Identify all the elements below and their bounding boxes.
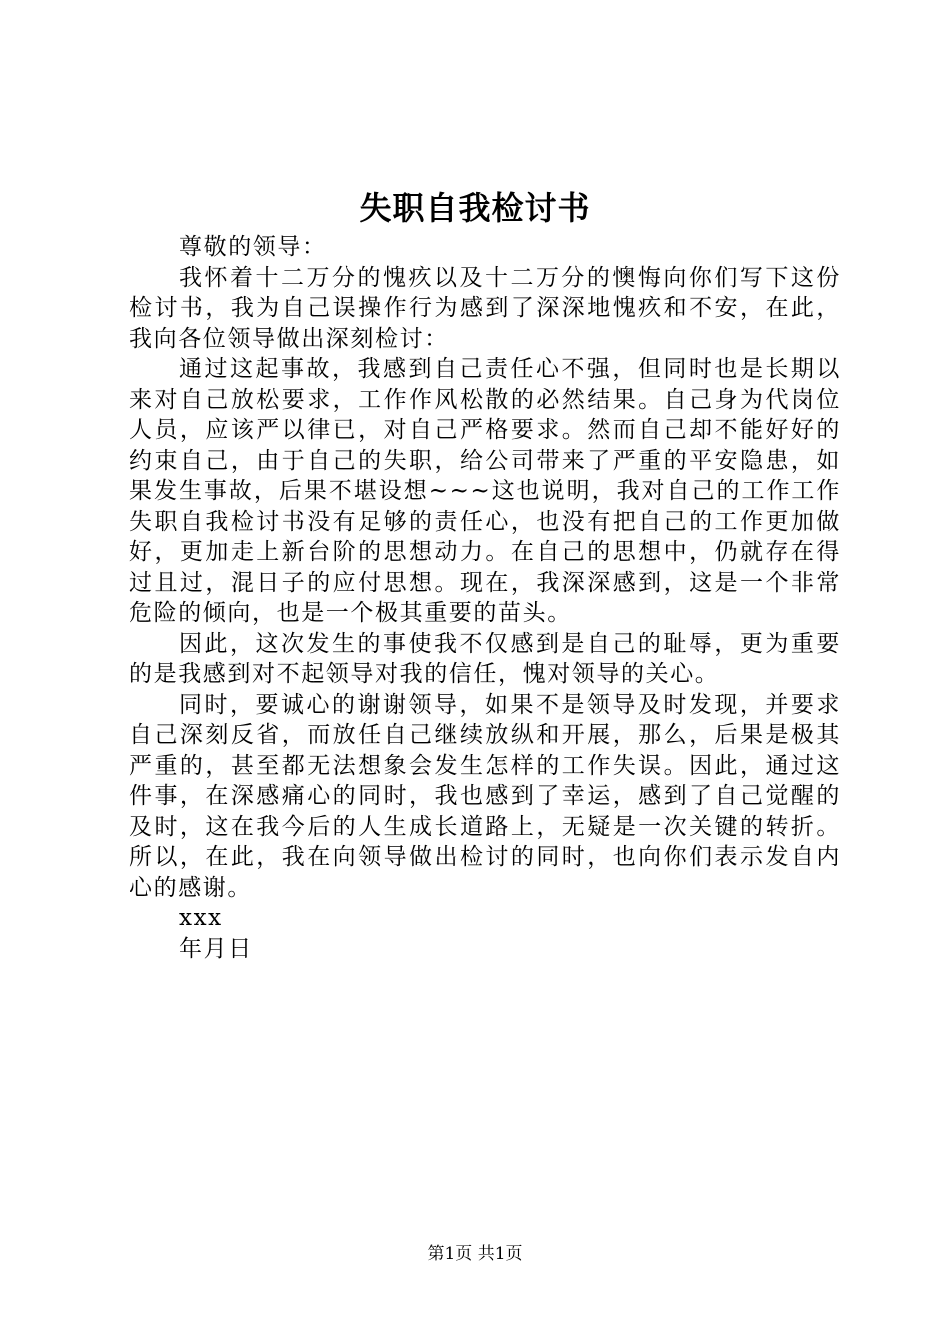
page-footer: 第1页 共1页 [427,1244,523,1264]
salutation: 尊敬的领导： [179,234,327,260]
document-title: 失职自我检讨书 [359,189,591,227]
signature: xxx [179,905,223,931]
paragraph-4: 同时，要诚心的谢谢领导，如果不是领导及时发现，并要求自己深刻反省，而放任自己继续放纵和开展，那么，后果是极其严重的，甚至都无法想象会发生怎样的工作失误。因此，通过这件事，在深感痛心的同时，我也感到了幸运，感到了自己觉醒的及时，这在我今后的人生成长道路上，无疑是一次关键的转折。所以，在此，我在向领导做出检讨的同时，也向你们表示发自内心的感谢。 [129,691,841,901]
paragraph-2: 通过这起事故，我感到自己责任心不强，但同时也是长期以来对自己放松要求，工作作风松散的必然结果。自己身为代岗位人员，应该严以律已，对自己严格要求。然而自己却不能好好的约束自己，由于自己的失职，给公司带来了严重的平安隐患，如果发生事故，后果不堪设想~~~这也说明，我对自己的工作工作失职自我检讨书没有足够的责任心，也没有把自己的工作更加做好，更加走上新台阶的思想动力。在自己的思想中，仍就存在得过且过，混日子的应付思想。现在，我深深感到，这是一个非常危险的倾向，也是一个极其重要的苗头。 [129,356,841,626]
paragraph-1: 我怀着十二万分的愧疚以及十二万分的懊悔向你们写下这份检讨书，我为自己误操作行为感到了深深地愧疚和不安，在此，我向各位领导做出深刻检讨： [129,264,841,352]
document-body [129,232,841,964]
date-line: 年月日 [179,935,253,962]
paragraph-3: 因此，这次发生的事使我不仅感到是自己的耻辱，更为重要的是我感到对不起领导对我的信任，愧对领导的关心。 [129,630,841,687]
